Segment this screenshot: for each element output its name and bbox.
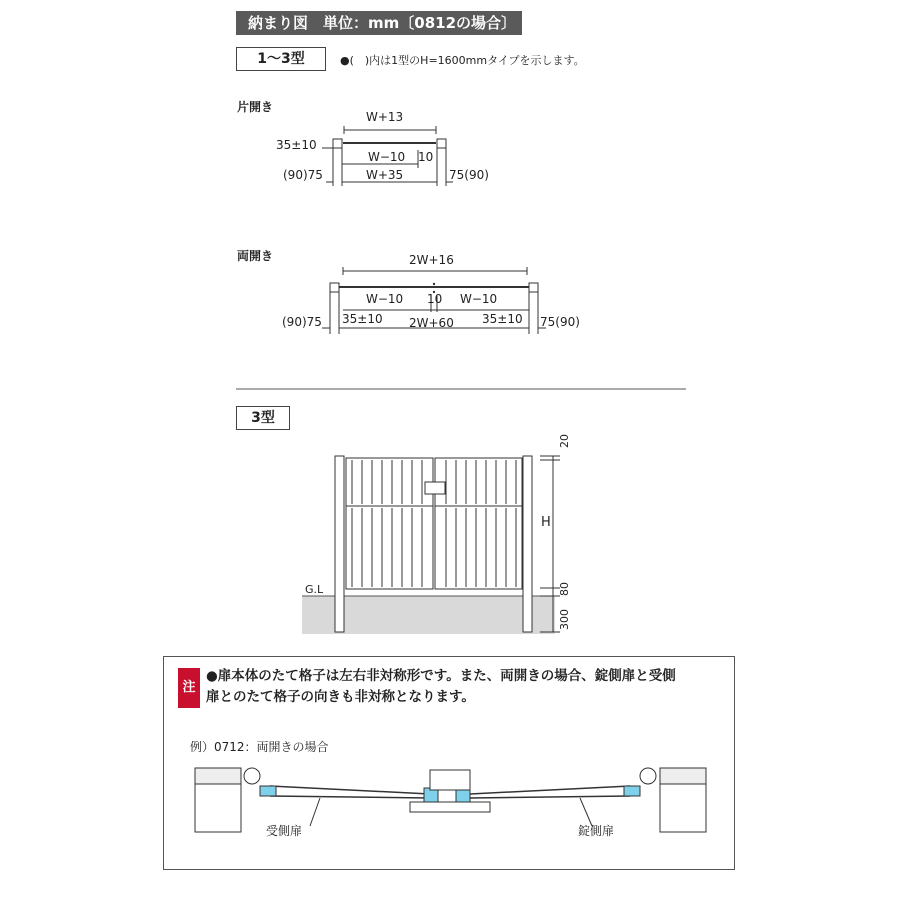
notice-tag: 注 <box>178 668 200 708</box>
elevation-dim-bottom-gap: 80 <box>558 582 571 596</box>
right-door-label: 錠側扉 <box>578 824 615 838</box>
elevation-left-post <box>335 456 344 632</box>
single-opening-label: 片開き <box>237 100 274 114</box>
elevation-right-door <box>435 458 522 589</box>
double-dim-top: 2W+16 <box>409 253 454 267</box>
single-right-post <box>437 139 446 148</box>
double-dim-right-post: 75(90) <box>540 315 580 329</box>
notice-text <box>206 666 726 708</box>
double-dim-left-clear: 35±10 <box>342 312 383 326</box>
page-title: 納まり図 単位：mm〔0812の場合〕 <box>236 11 522 35</box>
single-dim-total: W+35 <box>366 168 404 182</box>
elevation-dim-top: 20 <box>558 434 571 448</box>
example-plan <box>160 760 730 840</box>
double-dim-right-clear: 35±10 <box>482 312 523 326</box>
example-right-pillar <box>660 784 706 832</box>
single-dim-inner: W−10 <box>368 150 406 164</box>
gate-elevation <box>0 440 900 640</box>
single-dim-right-post: 75(90) <box>449 168 489 182</box>
gl-label: G.L <box>305 583 324 596</box>
double-dim-total: 2W+60 <box>409 316 454 330</box>
double-dim-inner-right: W−10 <box>460 292 498 306</box>
type-label-1-3: 1〜3型 <box>236 47 326 71</box>
section-note: ●( )内は1型のH=1600mmタイプを示します。 <box>340 54 585 67</box>
left-door-label: 受側扉 <box>266 824 303 838</box>
elevation-left-door <box>346 458 433 589</box>
elevation-dim-h: H <box>541 515 551 530</box>
single-left-post <box>333 139 342 148</box>
double-opening-label: 両開き <box>237 249 274 263</box>
double-dim-inner-left: W−10 <box>366 292 404 306</box>
example-left-pillar <box>195 784 241 832</box>
example-label: 例）0712：両開きの場合 <box>190 740 329 754</box>
notice-text-line1: ●扉本体のたて格子は左右非対称形です。また、両開きの場合、錠側扉と受側 <box>206 668 676 684</box>
elevation-lock <box>425 482 445 494</box>
double-dim-center-gap: 10 <box>427 292 443 306</box>
single-dim-left-post: (90)75 <box>283 168 323 182</box>
elevation-dim-embed: 300 <box>558 609 571 630</box>
single-dim-clear: 35±10 <box>276 138 317 152</box>
single-dim-top: W+13 <box>366 110 404 124</box>
single-dim-gap: 10 <box>418 150 434 164</box>
double-left-post <box>330 283 339 292</box>
type-label-3: 3型 <box>236 406 290 430</box>
plan-diagrams <box>0 0 900 400</box>
elevation-right-post <box>523 456 532 632</box>
notice-text-line2: 扉とのたて格子の向きも非対称となります。 <box>206 689 475 705</box>
double-dim-left-post: (90)75 <box>282 315 322 329</box>
double-right-post <box>529 283 538 292</box>
